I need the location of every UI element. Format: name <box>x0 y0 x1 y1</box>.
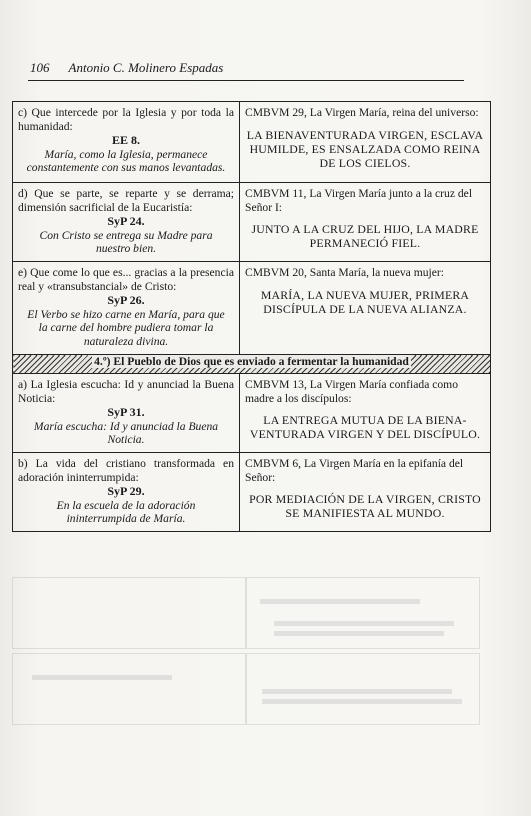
section-title: 4.º) El Pueblo de Dios que es enviado a fermentar la humanidad <box>94 355 409 368</box>
table-row <box>13 453 491 532</box>
left-text: a) La Iglesia escucha: Id y anunciad la Buena Noticia: <box>18 378 234 405</box>
header-rule <box>28 80 464 81</box>
left-text: e) Que come lo que es... gracias a la presencia real y «transubstancial» de Cristo: <box>18 266 234 293</box>
right-ref: CMBVM 13, La Virgen María confiada como madre a los discípulos: <box>245 378 458 405</box>
right-cell <box>240 374 491 453</box>
right-ref: CMBVM 20, Santa María, la nueva mujer: <box>245 266 444 279</box>
table-row <box>13 183 491 262</box>
show-through-from-next-page <box>12 577 480 737</box>
table-row <box>13 262 491 355</box>
left-cell <box>13 374 240 453</box>
right-title: LA ENTREGA MUTUA DE LA BIENA-VENTURADA VIRGEN Y DEL DISCÍPULO. <box>249 413 481 442</box>
right-ref: CMBVM 6, La Virgen María en la epifanía del Señor: <box>245 457 464 484</box>
left-cell <box>13 183 240 262</box>
left-text: c) Que intercede por la Iglesia y por toda la humanidad: <box>18 106 234 133</box>
left-code: SyP 26. <box>107 293 145 308</box>
right-cell <box>240 183 491 262</box>
left-cell <box>13 453 240 532</box>
page-number: 106 <box>30 60 50 75</box>
table-row <box>13 102 491 183</box>
left-text: d) Que se parte, se reparte y se derrama; dimensión sacrificial de la Eucaristía: <box>18 187 234 214</box>
right-cell <box>240 262 491 355</box>
section-row <box>13 355 491 374</box>
left-code: EE 8. <box>111 133 140 148</box>
right-title: POR MEDIACIÓN DE LA VIRGEN, CRISTO SE MANIFIESTA AL MUNDO. <box>249 492 481 521</box>
left-quote: María, como la Iglesia, permanece constantemente con sus manos levantadas. <box>26 147 226 175</box>
left-quote: En la escuela de la adoración ininterrumpida de María. <box>56 498 196 526</box>
right-title: JUNTO A LA CRUZ DEL HIJO, LA MADRE PERMANECIÓ FIEL. <box>251 222 479 251</box>
left-quote: Con Cristo se entrega su Madre para nuestro bien. <box>39 228 213 256</box>
author-name: Antonio C. Molinero Espadas <box>68 60 224 75</box>
left-quote: El Verbo se hizo carne en María, para que la carne del hombre pudiera tomar la naturaleza divina. <box>27 307 225 348</box>
section-header <box>13 355 491 374</box>
right-cell <box>240 102 491 183</box>
correspondence-table <box>12 101 491 532</box>
right-title: MARÍA, LA NUEVA MUJER, PRIMERA DISCÍPULA DE LA NUEVA ALIANZA. <box>260 287 470 316</box>
right-title: LA BIENAVENTURADA VIRGEN, ESCLAVA HUMILDE, ES ENSALZADA COMO REINA DE LOS CIELOS. <box>246 127 484 170</box>
running-header <box>30 60 223 76</box>
right-ref: CMBVM 29, La Virgen María, reina del universo: <box>245 106 479 119</box>
left-cell <box>13 262 240 355</box>
left-text: b) La vida del cristiano transformada en adoración ininterrumpida: <box>18 457 234 484</box>
left-code: SyP 24. <box>107 214 145 229</box>
right-cell <box>240 453 491 532</box>
right-ref: CMBVM 11, La Virgen María junto a la cruz del Señor I: <box>245 187 473 214</box>
left-code: SyP 31. <box>107 405 145 420</box>
table-row <box>13 374 491 453</box>
left-quote: María escucha: Id y anunciad la Buena Noticia. <box>33 419 219 447</box>
left-code: SyP 29. <box>107 484 145 499</box>
left-cell <box>13 102 240 183</box>
